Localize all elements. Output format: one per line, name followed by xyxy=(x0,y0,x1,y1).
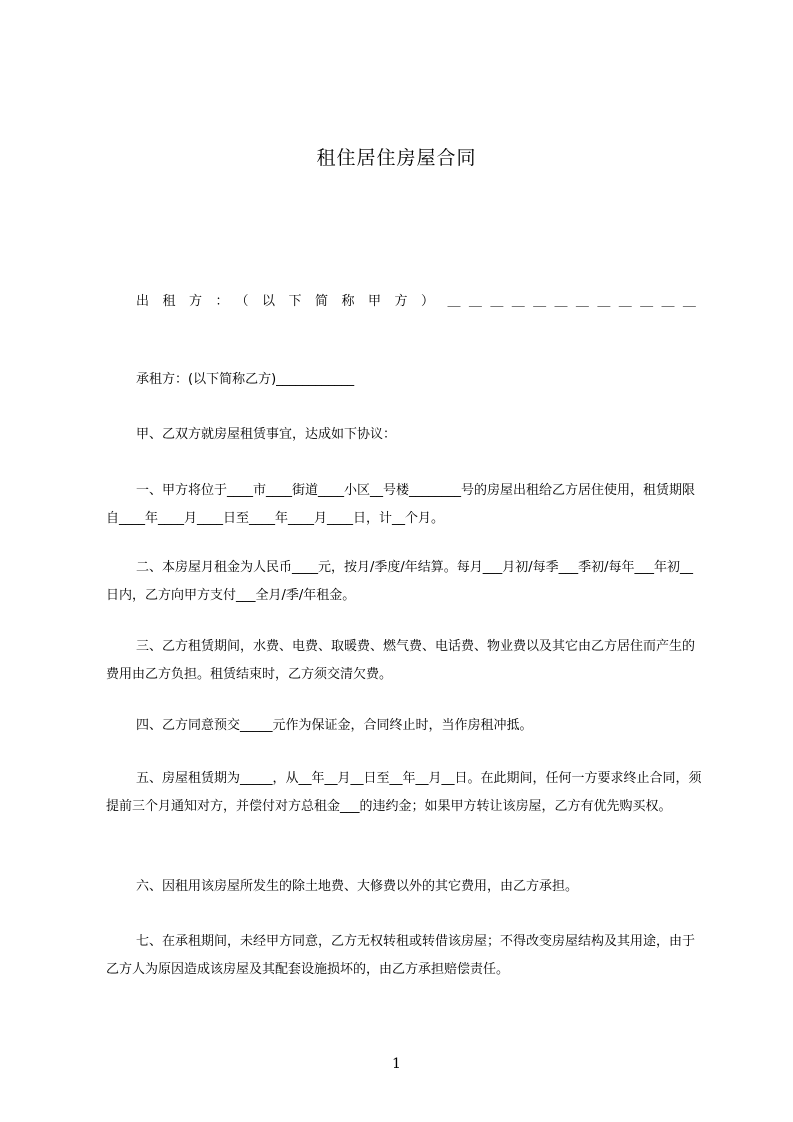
clause-7: 七、在承租期间，未经甲方同意，乙方无权转租或转借该房屋；不得改变房屋结构及其用途，由于乙方人为原因造成该房屋及其配套设施损坏的，由乙方承担赔偿责任。 xyxy=(106,934,696,977)
clause-3: 三、乙方租赁期间，水费、电费、取暖费、燃气费、电话费、物业费以及其它由乙方居住而产生的费用由乙方负担。租赁结束时，乙方须交清欠费。 xyxy=(106,639,696,682)
intro-paragraph: 甲、乙双方就房屋租赁事宜，达成如下协议： xyxy=(136,427,397,442)
lessor-line xyxy=(136,290,705,309)
lessor-label: 出租方：（以下简称甲方） xyxy=(136,294,448,309)
document-title: 租住居住房屋合同 xyxy=(316,147,477,169)
clause-6: 六、因租用该房屋所发生的除土地费、大修费以外的其它费用，由乙方承担。 xyxy=(136,879,579,894)
lessee-line: 承租方：(以下简称乙方)____________ xyxy=(136,372,355,387)
clause-2: 二、本房屋月租金为人民币____元，按月/季度/年结算。每月___月初/每季___季初/每年___年初__日内，乙方向甲方支付___全月/季/年租金。 xyxy=(106,560,694,603)
page-number: 1 xyxy=(392,1056,401,1072)
clause-1: 一、甲方将位于____市____街道____小区__号楼________号的房屋出租给乙方居住使用，租赁期限自____年____月____日至____年____月____日，计__个月。 xyxy=(106,483,696,526)
clause-4: 四、乙方同意预交_____元作为保证金，合同终止时，当作房租冲抵。 xyxy=(136,718,533,733)
lessor-blank: ＿＿＿＿＿＿＿＿＿＿＿＿ xyxy=(447,294,705,309)
clause-5: 五、房屋租赁期为_____，从__年__月__日至__年__月__日。在此期间，任何一方要求终止合同，须提前三个月通知对方，并偿付对方总租金___的违约金；如果甲方转让该房屋，乙方有优先购买权。 xyxy=(106,771,702,814)
